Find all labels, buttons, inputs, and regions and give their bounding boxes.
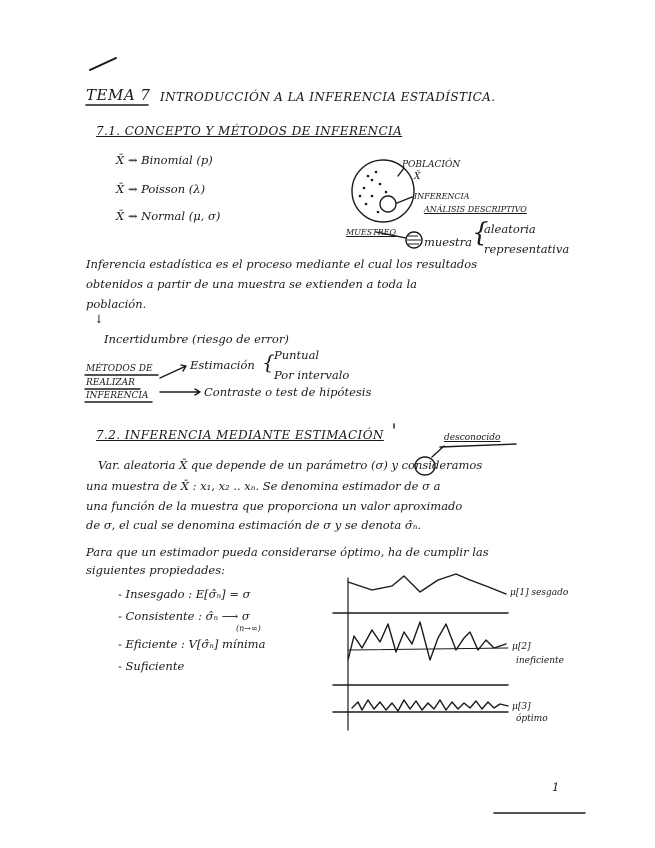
diagram-aleatoria: aleatoria [484, 222, 536, 236]
diagram-representativa: representativa [484, 242, 570, 256]
page-number: 1 [552, 780, 560, 794]
estimacion-brace: { [262, 350, 275, 374]
estimator-line-4: de σ, el cual se denomina estimación de σ y se denota σ̂ₙ. [86, 518, 422, 532]
intervalo: Por intervalo [274, 368, 350, 382]
arrow-down: ↓ [94, 312, 104, 326]
graph3-curve [352, 700, 508, 711]
graph2-curve [348, 622, 506, 660]
inferencia-pointer [397, 197, 412, 203]
sample-small-circle [380, 196, 396, 212]
muestra-hatch [407, 236, 421, 244]
prop-suficiente: - Suficiente [118, 659, 185, 673]
diagram-analisis: ANÁLISIS DESCRIPTIVO [424, 205, 527, 214]
estimator-line-2: una muestra de X̄ : x₁, x₂ .. xₙ. Se denomina estimador de σ a [86, 479, 441, 493]
dist-normal: X̄ ⇝ Normal (μ, σ) [116, 209, 221, 223]
estimator-line-1: Var. aleatoria X̄ que depende de un parámetro (σ) y consideramos [98, 458, 483, 472]
diagram-muestreo: MUESTREO [346, 228, 397, 237]
estimacion: Estimación [190, 358, 255, 372]
population-dots [359, 171, 388, 214]
section2-heading: 7.2. INFERENCIA MEDIANTE ESTIMACIÓN [96, 428, 384, 442]
contraste: Contraste o test de hipótesis [204, 385, 372, 399]
desconocido-underline [440, 444, 516, 447]
prop-consistente: - Consistente : σ̂ₙ ⟶ σ [118, 609, 250, 623]
definition-line-2: obtenidos a partir de una muestra se extienden a toda la [86, 277, 417, 291]
desconocido-label: desconocido [444, 433, 501, 443]
metodos-line-1: MÉTODOS DE [86, 364, 153, 374]
graph3-label-b: óptimo [516, 714, 548, 724]
diagram-poblacion-var: X̄ [414, 172, 421, 182]
graph3-label-a: μ[3] [512, 702, 531, 712]
prop-insesgado: - Insesgado : E[σ̂ₙ] = σ [118, 587, 251, 601]
section1-heading: 7.1. CONCEPTO Y MÉTODOS DE INFERENCIA [96, 124, 403, 138]
diagram-poblacion: POBLACIÓN [402, 160, 461, 170]
graph1-label: μ[1] sesgado [510, 588, 569, 598]
definition-line-3: población. [86, 297, 147, 311]
diagram-brace: { [472, 218, 489, 248]
definition-line-1: Inferencia estadística es el proceso mediante el cual los resultados [86, 257, 478, 271]
consistente-sub: (n→∞) [236, 624, 261, 633]
diagram-inferencia: INFERENCIA [414, 192, 470, 201]
title-text: INTRODUCCIÓN A LA INFERENCIA ESTADÍSTICA. [160, 90, 496, 104]
desconocido-arrow [432, 446, 444, 457]
graph1-curve [348, 574, 506, 594]
estimator-line-3: una función de la muestra que proporciona un valor aproximado [86, 499, 463, 513]
prop-eficiente: - Eficiente : V[σ̂ₙ] mínima [118, 637, 266, 651]
arrow-estimacion [160, 365, 186, 378]
metodos-line-2: REALIZAR [86, 378, 135, 388]
dist-binomial: X̄ ⇝ Binomial (p) [116, 153, 213, 167]
diagram-muestra: muestra [424, 235, 472, 249]
title-tema: TEMA 7 [86, 86, 151, 104]
props-intro-line-2: siguientes propiedades: [86, 563, 226, 577]
graph2-label-a: μ[2] [512, 642, 531, 652]
dist-poisson: X̄ ⇝ Poisson (λ) [116, 182, 206, 196]
top-dash-stroke [90, 58, 116, 70]
incertidumbre: Incertidumbre (riesgo de error) [104, 332, 289, 346]
arrow-contraste [160, 389, 200, 395]
graph2-label-b: ineficiente [516, 656, 564, 666]
props-intro-line-1: Para que un estimador pueda considerarse óptimo, ha de cumplir las [86, 545, 489, 559]
metodos-line-3: INFERENCIA [86, 391, 149, 401]
puntual: Puntual [274, 348, 320, 362]
